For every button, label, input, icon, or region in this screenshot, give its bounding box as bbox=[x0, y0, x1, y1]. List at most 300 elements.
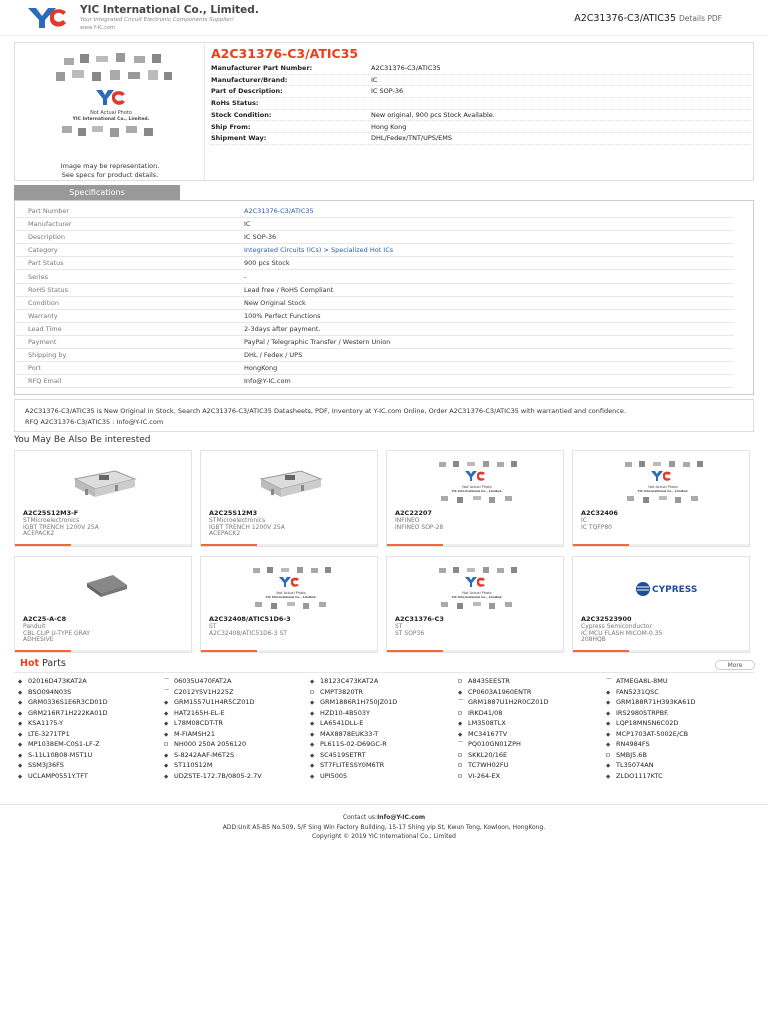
hot-part-link[interactable] bbox=[310, 688, 363, 696]
footer-contact bbox=[0, 813, 768, 823]
hot-part-number[interactable]: SC4519SETRT bbox=[320, 750, 366, 759]
info-label: Ship From: bbox=[211, 122, 251, 131]
component-icon: ◆ bbox=[310, 742, 315, 748]
component-icon: D bbox=[458, 763, 463, 769]
product-info-row bbox=[211, 86, 751, 98]
component-icon: ⌒ bbox=[458, 700, 464, 706]
related-product-card[interactable] bbox=[572, 556, 750, 653]
spec-row bbox=[14, 310, 734, 323]
component-icon: ◆ bbox=[164, 700, 169, 706]
placeholder-watermark-2: YIC International Co., Limited. bbox=[72, 117, 150, 122]
card-underline bbox=[573, 650, 749, 652]
hot-part-link[interactable] bbox=[164, 719, 223, 727]
hot-part-number[interactable]: ST110S12M bbox=[174, 761, 213, 769]
component-icon: D bbox=[458, 710, 463, 717]
related-product-card[interactable] bbox=[200, 556, 378, 653]
placeholder-image bbox=[241, 565, 341, 611]
product-photo bbox=[16, 44, 205, 180]
hot-part-link[interactable] bbox=[310, 709, 370, 717]
spec-row bbox=[14, 375, 734, 388]
component-icon: D bbox=[164, 742, 169, 748]
placeholder-watermark-2: YIC International Co., Limited. bbox=[451, 595, 503, 599]
spec-label: Category bbox=[28, 246, 58, 255]
component-icon: ◆ bbox=[164, 710, 169, 717]
component-icon: D bbox=[458, 752, 463, 759]
hot-part-link[interactable] bbox=[310, 751, 365, 759]
hot-part-link[interactable] bbox=[458, 730, 507, 738]
placeholder-watermark-1: Not Actual Photo bbox=[462, 485, 492, 489]
company-name: YIC International Co., Limited. bbox=[80, 4, 259, 16]
component-icon: ◆ bbox=[310, 679, 315, 685]
related-part-detail: ST SOP36 bbox=[395, 629, 425, 637]
hot-part-number[interactable]: TL35074AN bbox=[616, 761, 654, 769]
spec-label: Series bbox=[28, 272, 48, 281]
related-part-detail: ACEPACK2 bbox=[209, 530, 241, 537]
info-label: Shipment Way: bbox=[211, 134, 267, 143]
related-part-name[interactable]: A2C25S12M3 bbox=[209, 509, 258, 517]
component-icon: D bbox=[458, 679, 463, 685]
related-part-name[interactable]: A2C25S12M3-F bbox=[23, 509, 79, 517]
spec-value bbox=[244, 231, 276, 244]
spec-row bbox=[14, 205, 734, 218]
related-part-detail: INFINEO SOP-28 bbox=[395, 523, 444, 531]
hot-part-number[interactable]: RN4984FS bbox=[616, 740, 650, 748]
hot-part-number[interactable]: LQP18MN5N6C02D bbox=[616, 719, 679, 727]
hot-part-link[interactable] bbox=[310, 677, 378, 685]
hot-part-number[interactable]: GRM1887U1H2R0CZ01D bbox=[468, 698, 549, 706]
spec-value-link[interactable]: Specialized Hot ICs bbox=[331, 246, 394, 255]
hot-part-number[interactable]: SSM3J36FS bbox=[28, 761, 64, 769]
related-product-card[interactable] bbox=[386, 450, 564, 547]
component-icon: ◆ bbox=[606, 700, 611, 706]
card-underline bbox=[573, 544, 749, 546]
related-part-name[interactable]: A2C32406 bbox=[581, 509, 618, 517]
hot-part-link[interactable] bbox=[164, 751, 234, 759]
parts-word: Parts bbox=[42, 658, 66, 669]
hot-part-number[interactable]: C2012Y5V1H225Z bbox=[174, 687, 234, 696]
spec-value bbox=[244, 349, 302, 362]
hot-part-link[interactable] bbox=[310, 761, 384, 769]
hot-part-number[interactable]: 02016D473KAT2A bbox=[28, 677, 87, 685]
component-icon: ◆ bbox=[164, 773, 169, 780]
hot-part-link[interactable] bbox=[606, 730, 688, 738]
info-value: New original, 900 pcs Stock Available. bbox=[371, 110, 495, 119]
hot-part-number[interactable]: UDZSTE-172.7B/0805-2.7V bbox=[174, 771, 262, 780]
hot-part-link[interactable] bbox=[310, 719, 363, 727]
component-icon: ◆ bbox=[18, 763, 23, 769]
related-part-detail: 208HQB bbox=[581, 636, 606, 643]
hot-part-number[interactable]: MC34167TV bbox=[468, 729, 508, 738]
igbt-module-image bbox=[241, 459, 341, 505]
card-underline-accent bbox=[573, 650, 629, 652]
placeholder-image bbox=[427, 565, 527, 611]
igbt-module-image bbox=[55, 459, 155, 505]
hot-part-link[interactable] bbox=[18, 761, 64, 769]
spec-label: Lead Time bbox=[28, 324, 62, 333]
spec-row bbox=[14, 244, 734, 257]
spec-value-text: 100% Perfect Functions bbox=[244, 311, 321, 320]
hot-part-number[interactable]: 06035U470FAT2A bbox=[174, 677, 232, 685]
hot-part-link[interactable] bbox=[18, 730, 70, 738]
related-product-card[interactable] bbox=[572, 450, 750, 547]
spec-row bbox=[14, 231, 734, 244]
hot-part-link[interactable] bbox=[606, 677, 668, 685]
hot-part-number[interactable]: GRM1557U1H4R5CZ01D bbox=[174, 698, 255, 706]
related-part-detail: IGBT TRENCH 1200V 25A bbox=[23, 523, 99, 531]
hot-part-number[interactable]: ZLDO1117KTC bbox=[616, 771, 663, 780]
hot-part-number[interactable]: IRKD41/08 bbox=[468, 708, 503, 717]
hot-part-number[interactable]: 18123C473KAT2A bbox=[320, 677, 379, 685]
related-part-detail: INFINEO bbox=[395, 517, 420, 524]
header-part-number: A2C31376-C3/ATIC35 bbox=[574, 13, 676, 24]
card-underline bbox=[201, 544, 377, 546]
hot-part-link[interactable] bbox=[606, 751, 647, 759]
component-icon: ◆ bbox=[164, 731, 169, 738]
placeholder-watermark-1: Not Actual Photo bbox=[276, 591, 306, 595]
card-underline bbox=[387, 544, 563, 546]
component-icon: ◆ bbox=[310, 731, 315, 738]
hot-part-number[interactable]: IRS2980STRPBF. bbox=[616, 708, 669, 717]
info-value: IC SOP-36 bbox=[371, 87, 404, 96]
hot-part-link[interactable] bbox=[18, 677, 87, 685]
spec-value-text: Lead free / RoHS Compliant bbox=[244, 285, 334, 294]
spec-value bbox=[244, 362, 277, 375]
hot-part-link[interactable] bbox=[18, 709, 108, 717]
component-icon: ◆ bbox=[164, 752, 169, 759]
spec-value-text: - bbox=[244, 272, 247, 281]
spec-value-text: HongKong bbox=[244, 364, 278, 373]
spec-value bbox=[244, 205, 314, 218]
product-info-row bbox=[211, 133, 751, 145]
component-icon: ◆ bbox=[18, 731, 23, 738]
site-footer bbox=[0, 804, 768, 844]
spec-value bbox=[244, 323, 321, 336]
spec-value bbox=[244, 375, 291, 388]
cable-clip-image bbox=[55, 565, 155, 611]
hot-part-number[interactable]: UCLAMP0551Y.TFT bbox=[28, 771, 88, 780]
description-text: A2C31376-C3/ATIC35 is New Original in Stock, Search A2C31376-C3/ATIC35 Datasheets, PDF, Inventory at Y-IC.com Online, Order A2C31376-C3/ATIC35 with warrantied and confidence. bbox=[25, 407, 626, 415]
info-value[interactable]: A2C31376-C3/ATIC35 bbox=[371, 64, 441, 72]
component-icon: ◆ bbox=[310, 773, 315, 780]
product-info-row bbox=[211, 110, 751, 122]
related-product-card[interactable] bbox=[14, 556, 192, 653]
hot-part-link[interactable] bbox=[458, 751, 507, 759]
component-icon: D bbox=[458, 773, 463, 780]
related-product-card[interactable] bbox=[200, 450, 378, 547]
hot-part-number[interactable]: NH000 250A 2056120 bbox=[174, 740, 247, 748]
related-part-name[interactable]: A2C32408/ATIC51D6-3 bbox=[209, 615, 291, 623]
hot-part-number[interactable]: S-8242AAF-M6T2S bbox=[174, 750, 235, 759]
hot-part-link[interactable] bbox=[18, 772, 88, 780]
photo-caption-line-1: Image may be representation. bbox=[60, 162, 160, 170]
hot-part-number[interactable]: ATMEGA8L-8MU bbox=[616, 677, 668, 685]
hot-part-number[interactable]: UPI5005 bbox=[320, 771, 348, 780]
spec-label: Part Number bbox=[28, 207, 70, 215]
header-part-title bbox=[574, 13, 722, 24]
footer-address: ADD:Unit A5-B5 No.509, 5/F Sing Win Factory Building, 15-17 Shing yip St, Kwun Tong, Kowloon, HongKong. bbox=[222, 823, 546, 831]
site-header bbox=[0, 0, 768, 36]
hot-part-number[interactable]: FAN5231QSC bbox=[616, 687, 659, 696]
related-part-name[interactable]: A2C31376-C3 bbox=[395, 615, 444, 623]
component-icon: ◆ bbox=[18, 752, 23, 759]
spec-label: RoHS Status bbox=[28, 285, 68, 294]
spec-value-text: DHL / Fedex / UPS bbox=[244, 351, 303, 360]
component-icon: D bbox=[606, 752, 611, 759]
hot-part-number[interactable]: VI-264-EX bbox=[468, 771, 501, 780]
hot-part-link[interactable] bbox=[606, 709, 669, 717]
related-part-detail: STMicroelectronics bbox=[23, 517, 80, 524]
placeholder-watermark-2: YIC International Co., Limited. bbox=[637, 489, 689, 493]
component-icon: ◆ bbox=[18, 679, 23, 685]
hot-part-number[interactable]: M-FIAMSH21 bbox=[174, 729, 215, 738]
more-button[interactable]: More bbox=[715, 660, 755, 670]
hot-part-number[interactable]: PL611S-02-D69GC-R bbox=[320, 740, 387, 748]
component-icon: ◆ bbox=[18, 689, 23, 696]
component-icon: ◆ bbox=[310, 752, 315, 759]
product-info-row bbox=[211, 122, 751, 134]
component-icon: ◆ bbox=[606, 710, 611, 717]
hot-part-number[interactable]: LM3508TLX bbox=[468, 719, 506, 727]
product-description bbox=[14, 399, 754, 432]
hot-part-link[interactable] bbox=[458, 761, 508, 769]
spec-value-text: Info@Y-IC.com bbox=[244, 377, 291, 386]
hot-part-number[interactable]: CMPT3820TR bbox=[320, 687, 364, 696]
spec-label: Payment bbox=[28, 338, 57, 346]
hot-part-number[interactable]: CP0603A1960ENTR bbox=[468, 687, 532, 696]
related-part-detail: Panduit bbox=[23, 623, 46, 630]
hot-part-number[interactable]: TC7WH02FU bbox=[468, 761, 509, 769]
card-underline-accent bbox=[201, 650, 257, 652]
spec-label: Manufacturer bbox=[28, 220, 72, 229]
hot-part-number[interactable]: HAT2165H-EL-E bbox=[174, 708, 225, 717]
hot-part-number[interactable]: KSA1175-Y bbox=[28, 719, 64, 727]
hot-part-link[interactable] bbox=[606, 688, 659, 696]
spec-value-text: 2-3days after payment. bbox=[244, 324, 321, 333]
spec-value-text: PayPal / Telegraphic Transfer / Western Union bbox=[244, 338, 391, 346]
hot-part-number[interactable]: MP1038EM-C0S1-LF-Z bbox=[28, 740, 100, 748]
spec-value-text: 900 pcs Stock bbox=[244, 259, 290, 268]
related-part-detail: ST bbox=[209, 623, 217, 630]
component-icon: ◆ bbox=[458, 689, 463, 696]
component-icon: ◆ bbox=[164, 721, 169, 727]
card-underline bbox=[15, 650, 191, 652]
spec-value-text: New Original Stock bbox=[244, 298, 306, 307]
hot-part-link[interactable] bbox=[18, 740, 100, 748]
hot-part-number[interactable]: MAX8878EUK33-T bbox=[320, 729, 379, 738]
related-product-card[interactable] bbox=[386, 556, 564, 653]
hot-part-link[interactable] bbox=[164, 688, 234, 696]
spec-value bbox=[244, 297, 306, 310]
placeholder-watermark-2: YIC International Co., Limited. bbox=[265, 595, 317, 599]
hot-part-link[interactable] bbox=[164, 698, 255, 706]
product-title: A2C31376-C3/ATIC35 bbox=[211, 46, 359, 61]
card-underline-accent bbox=[201, 544, 257, 546]
spec-row bbox=[14, 336, 734, 349]
hot-part-link[interactable] bbox=[458, 772, 500, 780]
spec-value bbox=[244, 336, 390, 349]
spec-value-text[interactable]: Integrated Circuits (ICs) bbox=[244, 246, 322, 255]
component-icon: ◆ bbox=[310, 721, 315, 727]
hot-part-number[interactable]: GRM216R71H222KA01D bbox=[28, 708, 108, 717]
hot-part-number[interactable]: LTE-3271TP1 bbox=[28, 729, 70, 738]
spec-value-text[interactable]: A2C31376-C3/ATIC35 bbox=[244, 207, 314, 215]
product-info-row bbox=[211, 63, 751, 75]
hot-part-link[interactable] bbox=[606, 772, 663, 780]
component-icon: ◆ bbox=[458, 731, 463, 738]
hot-part-link[interactable] bbox=[164, 772, 262, 780]
spec-value-text: IC bbox=[244, 220, 251, 229]
spec-row bbox=[14, 218, 734, 231]
info-value: Hong Kong bbox=[371, 122, 407, 131]
hot-part-number[interactable]: HZD10-4B503Y bbox=[320, 708, 370, 717]
component-icon: ◆ bbox=[606, 721, 611, 727]
hot-part-link[interactable] bbox=[606, 719, 678, 727]
spec-value-separator: > bbox=[321, 246, 331, 255]
hot-part-link[interactable] bbox=[606, 740, 650, 748]
placeholder-image bbox=[427, 459, 527, 505]
related-part-name[interactable]: A2C25-A-C8 bbox=[23, 615, 67, 623]
footer-copyright: Copyright © 2019 YIC International Co., Limited bbox=[312, 833, 456, 840]
hot-part-number[interactable]: L78M08CDT-TR bbox=[174, 719, 223, 727]
yic-logo[interactable] bbox=[26, 4, 70, 30]
info-label: Manufacturer Part Number: bbox=[211, 64, 313, 72]
hot-part-link[interactable] bbox=[458, 677, 510, 685]
cypress-logo bbox=[613, 565, 713, 611]
tab-specifications[interactable]: Specifications bbox=[14, 185, 180, 201]
related-part-name[interactable]: A2C22207 bbox=[395, 509, 432, 517]
placeholder-watermark-1: Not Actual Photo bbox=[462, 591, 492, 595]
component-icon: ◆ bbox=[18, 700, 23, 706]
spec-row bbox=[14, 271, 734, 284]
hot-part-link[interactable] bbox=[164, 740, 246, 748]
hot-part-link[interactable] bbox=[310, 740, 387, 748]
hot-parts-divider bbox=[14, 672, 754, 673]
hot-part-number[interactable]: GRM0336S1E6R3CD01D bbox=[28, 698, 108, 706]
related-part-detail: STMicroelectronics bbox=[209, 517, 266, 524]
hot-part-link[interactable] bbox=[310, 698, 397, 706]
footer-contact-email[interactable]: Info@Y-IC.com bbox=[377, 814, 426, 821]
spec-value bbox=[244, 218, 250, 231]
component-icon: ⌒ bbox=[606, 679, 612, 685]
hot-part-number[interactable]: GRM188R71H393KA61D bbox=[616, 698, 696, 706]
card-underline-accent bbox=[387, 544, 443, 546]
spec-row bbox=[14, 349, 734, 362]
hot-part-number[interactable]: GRM1886R1H750JZ01D bbox=[320, 698, 398, 706]
spec-row bbox=[14, 257, 734, 270]
hot-part-link[interactable] bbox=[458, 698, 549, 706]
component-icon: ◆ bbox=[310, 700, 315, 706]
info-value: IC bbox=[371, 75, 378, 84]
hot-part-number[interactable]: MCP1703AT-5002E/CB bbox=[616, 729, 689, 738]
company-tagline: Your Integrated Circuit Electronic Components Supplier! bbox=[80, 17, 235, 23]
card-underline bbox=[201, 650, 377, 652]
hot-part-number[interactable]: PQ010GN01ZPH bbox=[468, 740, 521, 748]
component-icon: ◆ bbox=[18, 773, 23, 780]
related-product-card[interactable] bbox=[14, 450, 192, 547]
hot-part-number[interactable]: ST7FLITESSY0M6TR bbox=[320, 761, 385, 769]
component-icon: ◆ bbox=[18, 721, 23, 727]
hot-part-number[interactable]: BSO094N03S bbox=[28, 687, 72, 696]
hot-part-link[interactable] bbox=[18, 719, 63, 727]
hot-part-number[interactable]: LA6541DLL-E bbox=[320, 719, 364, 727]
spec-value bbox=[244, 284, 333, 297]
card-underline bbox=[387, 650, 563, 652]
hot-part-link[interactable] bbox=[310, 772, 347, 780]
spec-label: Shipping by bbox=[28, 351, 67, 360]
placeholder-watermark-1: Not Actual Photo bbox=[648, 485, 678, 489]
component-icon: ◆ bbox=[458, 721, 463, 727]
hot-part-link[interactable] bbox=[458, 719, 506, 727]
hot-part-link[interactable] bbox=[458, 740, 521, 748]
description-rfq: RFQ A2C31376-C3/ATIC35 : Info@Y-IC.com bbox=[25, 418, 164, 426]
hot-part-link[interactable] bbox=[606, 698, 696, 706]
photo-caption-line-2: See specs for product details. bbox=[61, 170, 159, 179]
hot-part-link[interactable] bbox=[458, 709, 502, 717]
hot-part-link[interactable] bbox=[164, 761, 213, 769]
placeholder-image bbox=[46, 50, 176, 145]
hot-part-link[interactable] bbox=[18, 698, 108, 706]
product-info-row bbox=[211, 75, 751, 87]
related-part-detail: A2C32408/ATIC51D6-3 ST bbox=[209, 629, 287, 637]
hot-word: Hot bbox=[20, 658, 40, 669]
spec-label: Port bbox=[28, 364, 41, 373]
hot-part-link[interactable] bbox=[18, 688, 71, 696]
product-info-row bbox=[211, 98, 751, 110]
hot-part-link[interactable] bbox=[606, 761, 654, 769]
company-website[interactable]: www.Y-IC.com bbox=[80, 25, 115, 31]
hot-part-number[interactable]: A8435EESTR bbox=[468, 677, 510, 685]
hot-part-link[interactable] bbox=[310, 730, 378, 738]
component-icon: ⌒ bbox=[164, 679, 170, 685]
footer-contact-label: Contact us: bbox=[342, 814, 378, 821]
component-icon: ◆ bbox=[606, 773, 611, 780]
component-icon: ◆ bbox=[310, 710, 315, 717]
component-icon: D bbox=[310, 689, 315, 696]
related-part-detail: ACEPACK2 bbox=[23, 530, 55, 537]
hot-part-link[interactable] bbox=[164, 677, 231, 685]
related-part-detail: IC TQFP80 bbox=[581, 523, 612, 531]
hot-part-number[interactable]: SKKL20/16E bbox=[468, 750, 508, 759]
related-part-detail: ST bbox=[395, 623, 403, 630]
related-part-detail: ADHESIVE bbox=[23, 636, 54, 643]
spec-label: RFQ Email bbox=[28, 377, 62, 386]
related-part-name[interactable]: A2C32523900 bbox=[581, 615, 632, 623]
component-icon: ◆ bbox=[18, 710, 23, 717]
info-label: Part of Description: bbox=[211, 87, 283, 96]
card-underline-accent bbox=[573, 544, 629, 546]
component-icon: ◆ bbox=[164, 763, 169, 769]
card-underline-accent bbox=[15, 650, 71, 652]
related-part-detail: CBL CLIP U-TYPE GRAY bbox=[23, 629, 90, 637]
spec-row bbox=[14, 362, 734, 375]
hot-part-number[interactable]: S-11L10B08-M5T1U bbox=[28, 750, 93, 759]
info-label: Manufacturer/Brand: bbox=[211, 75, 288, 84]
component-icon: ◆ bbox=[606, 763, 611, 769]
hot-part-link[interactable] bbox=[18, 751, 92, 759]
hot-part-link[interactable] bbox=[458, 688, 531, 696]
card-underline bbox=[15, 544, 191, 546]
placeholder-watermark-2: YIC International Co., Limited. bbox=[451, 489, 503, 493]
spec-label: Warranty bbox=[28, 311, 58, 320]
hot-parts-title bbox=[20, 658, 66, 669]
hot-part-number[interactable]: SMBJ5.6B bbox=[616, 750, 647, 759]
related-part-detail: Cypress Semiconductor bbox=[581, 623, 652, 630]
component-icon: ◆ bbox=[606, 689, 611, 696]
spec-value bbox=[244, 244, 393, 257]
hot-part-link[interactable] bbox=[164, 730, 215, 738]
spec-label: Part Status bbox=[28, 259, 64, 268]
hot-part-link[interactable] bbox=[164, 709, 225, 717]
